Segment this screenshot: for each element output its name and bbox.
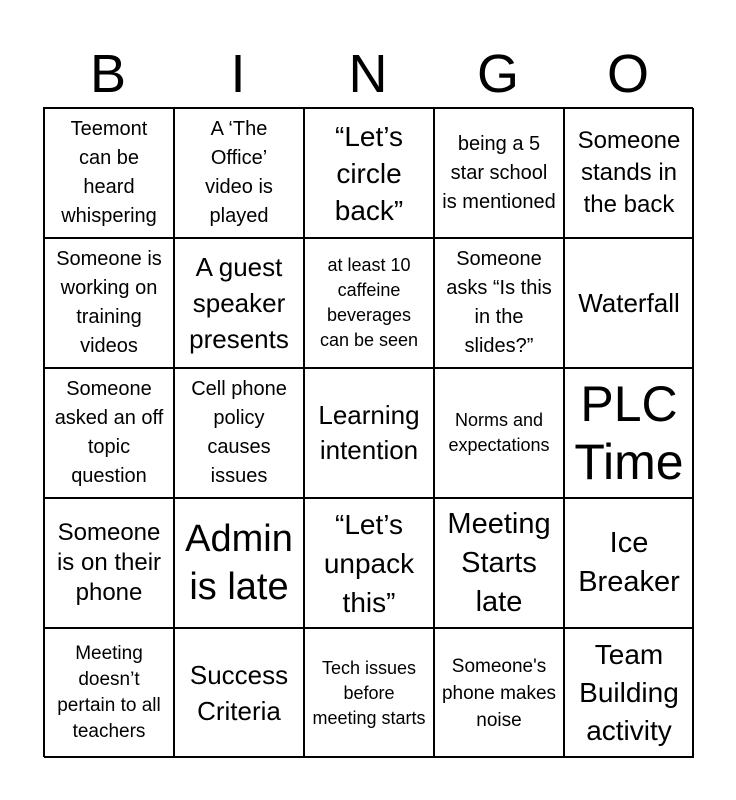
cell-text: Admin is late (185, 518, 293, 608)
cell-text: PLC Time (574, 376, 684, 490)
cell-text: Someone's phone makes noise (441, 655, 557, 731)
cell-text: A guest speaker presents (189, 252, 289, 354)
bingo-header (43, 40, 693, 108)
cell-text: at least 10 caffeine beverages can be seen (319, 255, 419, 350)
bingo-cell[interactable] (434, 498, 564, 628)
bingo-cell[interactable] (564, 368, 694, 498)
bingo-cell[interactable] (434, 108, 564, 238)
bingo-cell[interactable] (44, 628, 174, 758)
bingo-cell[interactable] (174, 368, 304, 498)
cell-text: Someone asked an off topic question (54, 378, 164, 487)
bingo-cell[interactable] (304, 498, 434, 628)
cell-text: Someone is working on training videos (56, 248, 162, 357)
bingo-cell[interactable] (434, 238, 564, 368)
bingo-cell[interactable] (564, 628, 694, 758)
bingo-cell[interactable] (44, 498, 174, 628)
bingo-board (43, 107, 693, 757)
header-letter-o: O (606, 44, 649, 104)
bingo-cell[interactable] (174, 238, 304, 368)
cell-text: Learning intention (318, 400, 420, 465)
cell-text: Waterfall (578, 287, 680, 318)
bingo-cell[interactable] (304, 238, 434, 368)
cell-text: being a 5 star school is mentioned (442, 132, 556, 213)
header-letter-n: N (348, 44, 388, 104)
header-letter-b: B (89, 44, 127, 104)
cell-text: Someone stands in the back (577, 127, 681, 218)
cell-text: A ‘The Office’ video is played (205, 118, 273, 227)
bingo-cell[interactable] (564, 238, 694, 368)
cell-text: Someone is on their phone (56, 519, 162, 606)
cell-text: “Let’s unpack this” (323, 508, 415, 618)
bingo-cell[interactable] (564, 108, 694, 238)
cell-text: Cell phone policy causes issues (191, 378, 287, 487)
cell-text: Tech issues before meeting starts (312, 657, 426, 728)
bingo-cell[interactable] (174, 628, 304, 758)
bingo-cell[interactable] (44, 238, 174, 368)
cell-text: Ice Breaker (578, 527, 680, 598)
bingo-cell[interactable] (434, 368, 564, 498)
cell-text: Norms and expectations (448, 410, 550, 455)
bingo-cell[interactable] (434, 628, 564, 758)
header-letter-g: G (476, 44, 519, 104)
cell-text: Meeting doesn’t pertain to all teachers (57, 643, 161, 742)
bingo-cell[interactable] (564, 498, 694, 628)
cell-text: “Let’s circle back” (334, 120, 404, 226)
bingo-cell[interactable] (44, 108, 174, 238)
bingo-cell[interactable] (304, 108, 434, 238)
bingo-cell[interactable] (304, 368, 434, 498)
bingo-cell[interactable] (304, 628, 434, 758)
cell-text: Success Criteria (189, 660, 289, 726)
cell-text: Meeting Starts late (447, 507, 551, 618)
cell-text: Someone asks “Is this in the slides?” (446, 248, 552, 357)
bingo-cell[interactable] (174, 498, 304, 628)
header-letter-i: I (230, 44, 246, 104)
bingo-cell[interactable] (44, 368, 174, 498)
bingo-cell[interactable] (174, 108, 304, 238)
cell-text: Teemont can be heard whispering (61, 118, 157, 227)
cell-text: Team Building activity (579, 639, 679, 746)
